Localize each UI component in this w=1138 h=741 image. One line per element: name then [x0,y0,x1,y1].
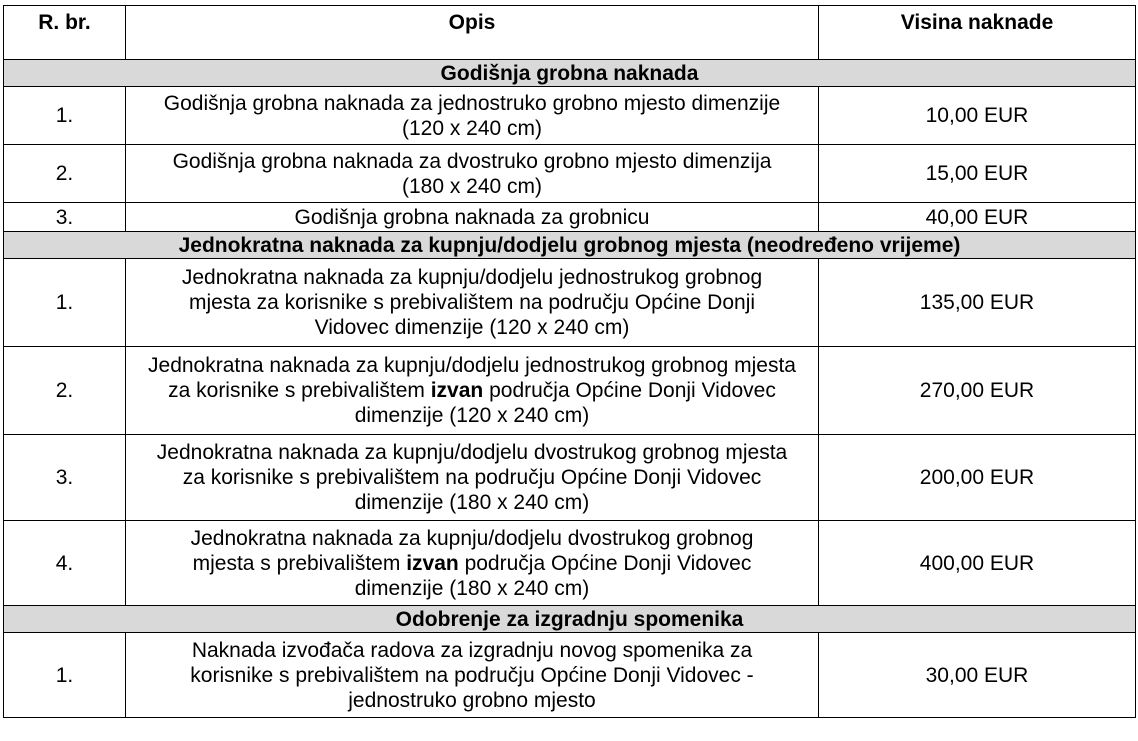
description-run: područja Općine Donji Vidovec dimenzije (180 x 240 cm) [354,551,752,600]
row-description [126,87,819,145]
description-text [137,353,807,428]
row-amount: 270,00 EUR [819,347,1136,435]
description-run: Jednokratna naknada za kupnju/dodjelu dvostrukog grobnog mjesta s prebivalištem [190,526,754,575]
description-text [295,205,650,230]
row-description [126,435,819,521]
section-title: Godišnja grobna naknada [4,60,1136,87]
description-run: područja Općine Donji Vidovec dimenzije (120 x 240 cm) [354,379,776,427]
header-ordinal: R. br. [4,6,126,60]
table-row [4,633,1136,718]
row-number: 3. [4,435,126,521]
table-row [4,521,1136,606]
row-amount: 10,00 EUR [819,87,1136,145]
row-amount: 15,00 EUR [819,145,1136,203]
row-description [126,521,819,606]
description-run: Godišnja grobna naknada za dvostruko grobno mjesto dimenzija (180 x 240 cm) [172,149,772,198]
row-amount: 400,00 EUR [819,521,1136,606]
table-row [4,203,1136,232]
row-number: 1. [4,259,126,347]
table-header-row [4,6,1136,60]
row-amount: 135,00 EUR [819,259,1136,347]
row-number: 4. [4,521,126,606]
table-row [4,347,1136,435]
fee-table [3,5,1136,718]
row-description [126,259,819,347]
row-number: 1. [4,87,126,145]
row-description [126,203,819,232]
table-row [4,435,1136,521]
row-description [126,347,819,435]
section-header-row [4,232,1136,259]
row-number: 1. [4,633,126,718]
header-amount: Visina naknade [819,6,1136,60]
description-run: Godišnja grobna naknada za jednostruko grobno mjesto dimenzije (120 x 240 cm) [163,91,781,140]
header-description: Opis [126,6,819,60]
table-row [4,145,1136,203]
emphasis-text: izvan [406,551,459,575]
description-text [152,265,792,340]
row-number: 2. [4,347,126,435]
row-description [126,633,819,718]
description-run: Naknada izvođača radova za izgradnju novog spomenika za korisnike s prebivalištem na području Općine Donji Vidovec - jednostruko grobno mjesto [190,638,754,712]
row-description [126,145,819,203]
description-text [152,91,792,141]
section-title: Jednokratna naknada za kupnju/dodjelu grobnog mjesta (neodređeno vrijeme) [4,232,1136,259]
row-amount: 30,00 EUR [819,633,1136,718]
description-run: Jednokratna naknada za kupnju/dodjelu dvostrukog grobnog mjesta za korisnike s prebivalištem na području Općine Donji Vidovec dimenzije (180 x 240 cm) [156,441,788,514]
row-number: 2. [4,145,126,203]
description-run: Jednokratna naknada za kupnju/dodjelu jednostrukog grobnog mjesta za korisnike s prebivalištem [148,354,796,402]
section-header-row [4,606,1136,633]
description-run: Jednokratna naknada za kupnju/dodjelu jednostrukog grobnog mjesta za korisnike s prebivalištem na području Općine Donji Vidovec dimenzije (120 x 240 cm) [181,266,763,339]
description-text [162,526,782,601]
row-amount: 200,00 EUR [819,435,1136,521]
description-text [152,638,792,713]
description-text [152,440,792,515]
table-row [4,259,1136,347]
section-title: Odobrenje za izgradnju spomenika [4,606,1136,633]
row-amount: 40,00 EUR [819,203,1136,232]
description-run: Godišnja grobna naknada za grobnicu [294,205,650,229]
emphasis-text: izvan [430,379,484,402]
row-number: 3. [4,203,126,232]
section-header-row [4,60,1136,87]
description-text [152,149,792,199]
table-row [4,87,1136,145]
